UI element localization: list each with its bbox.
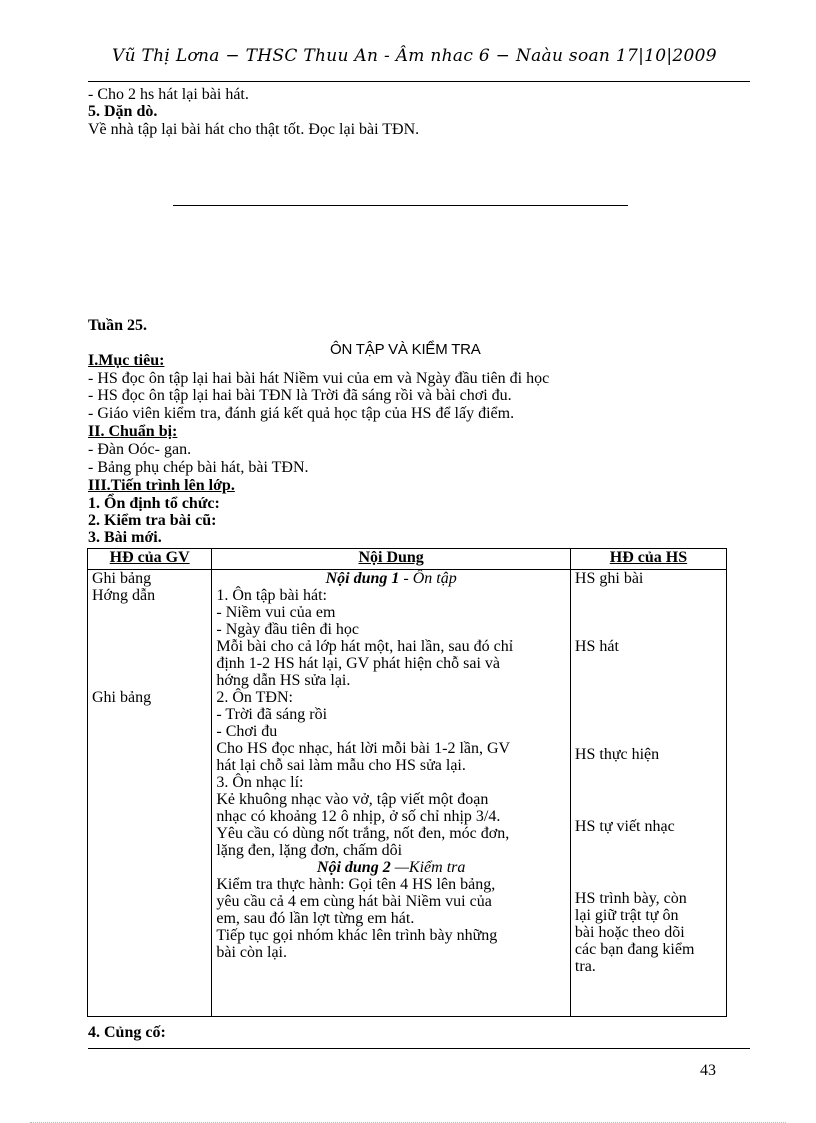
content-cell: [212, 570, 571, 1017]
content-line: Mỗi bài cho cả lớp hát một, hai lần, sau đó chỉ: [216, 638, 514, 655]
header-content: Nội Dung: [212, 549, 571, 570]
content-line: - Niềm vui của em: [216, 604, 336, 621]
gv-cell: [88, 570, 212, 1017]
objective-item: - HS đọc ôn tập lại hai bài hát Niềm vui của em và Ngày đầu tiên đi học: [88, 370, 550, 387]
objectives-heading: I.Mục tiêu:: [88, 352, 165, 369]
content-line: 3. Ôn nhạc lí:: [216, 774, 304, 791]
content-line: Kiểm tra thực hành: Gọi tên 4 HS lên bảng,: [216, 876, 496, 893]
prev-heading-dan-do: 5. Dặn dò.: [88, 103, 158, 120]
section-1-title: [216, 570, 566, 587]
hs-note: HS hát: [574, 638, 619, 655]
prep-item: - Đàn Oóc- gan.: [88, 441, 192, 458]
content-line: 1. Ôn tập bài hát:: [216, 587, 327, 604]
content-line: định 1-2 HS hát lại, GV phát hiện chỗ sai và: [216, 655, 501, 672]
gv-note: Ghi bảng: [92, 570, 152, 587]
hs-cell: [570, 570, 726, 1017]
header-gv: HĐ của GV: [88, 549, 212, 570]
footer-divider: [88, 1048, 750, 1049]
content-line: - Chơi đu: [216, 723, 278, 740]
content-line: yêu cầu cả 4 em cùng hát bài Niềm vui của: [216, 893, 492, 910]
hs-note: HS trình bày, còn: [574, 890, 687, 907]
content-line: - Trời đã sáng rồi: [216, 706, 328, 723]
content-line: Kẻ khuông nhạc vào vở, tập viết một đoạn: [216, 791, 489, 808]
content-line: hớng dẫn HS sửa lại.: [216, 672, 351, 689]
prev-line-1: - Cho 2 hs hát lại bài hát.: [88, 86, 249, 103]
content-line: lặng đen, lặng đơn, chấm dôi: [216, 842, 403, 859]
header-hs: HĐ của HS: [570, 549, 726, 570]
content-line: nhạc có khoảng 12 ô nhịp, ở số chỉ nhịp 3/4.: [216, 808, 501, 825]
table-row: [88, 570, 727, 1017]
content-line: Yêu cầu có dùng nốt trắng, nốt đen, móc đơn,: [216, 825, 510, 842]
process-step: 1. Ổn định tổ chức:: [88, 495, 220, 512]
objective-item: - Giáo viên kiểm tra, đánh giá kết quả học tập của HS để lấy điểm.: [88, 405, 515, 422]
hs-note: các bạn đang kiểm: [574, 941, 695, 958]
process-heading: III.Tiến trình lên lớp.: [88, 477, 235, 494]
section-2-title-text: Nội dung 2: [316, 859, 391, 876]
header-divider: [88, 81, 750, 82]
hs-note: bài hoặc theo dõi: [574, 924, 685, 941]
lesson-title: ÔN TẬP VÀ KIỂM TRA: [330, 341, 481, 358]
prev-line-3: Về nhà tập lại bài hát cho thật tốt. Đọc lại bài TĐN.: [88, 121, 420, 138]
section-2-subtitle: —Kiểm tra: [390, 859, 466, 876]
page-number: 43: [700, 1062, 716, 1079]
prep-heading: II. Chuẩn bị:: [88, 423, 178, 440]
process-step: 3. Bài mới.: [88, 529, 162, 546]
objective-item: - HS đọc ôn tập lại hai bài TĐN là Trời đã sáng rồi và bài chơi đu.: [88, 387, 512, 404]
hs-note: HS ghi bài: [574, 570, 644, 587]
lesson-table: [87, 548, 727, 1017]
gv-note: Ghi bảng: [92, 689, 152, 706]
content-line: 2. Ôn TĐN:: [216, 689, 293, 706]
page-header: Vũ Thị Lơna − THSC Thuu An - Âm nhac 6 − Naàu soan 17|10|2009: [112, 46, 717, 66]
gv-note: Hớng dẫn: [92, 587, 156, 604]
table-header-row: [88, 549, 727, 570]
week-label: Tuần 25.: [88, 317, 147, 334]
process-step: 2. Kiểm tra bài cũ:: [88, 512, 217, 529]
content-line: - Ngày đầu tiên đi học: [216, 621, 359, 638]
content-line: Cho HS đọc nhạc, hát lời mỗi bài 1-2 lần, GV: [216, 740, 511, 757]
content-line: Tiếp tục gọi nhóm khác lên trình bày những: [216, 927, 498, 944]
hs-note: tra.: [574, 958, 596, 975]
section-1-title-text: Nội dung 1: [325, 570, 400, 587]
section-divider: [173, 205, 628, 206]
hs-note: HS tự viết nhạc: [574, 818, 675, 835]
consolidation-heading: 4. Củng cố:: [88, 1024, 166, 1041]
content-line: bài còn lại.: [216, 944, 287, 961]
hs-note: HS thực hiện: [574, 746, 660, 763]
hs-note: lại giữ trật tự ôn: [574, 907, 679, 924]
content-line: em, sau đó lần lợt từng em hát.: [216, 910, 415, 927]
prep-item: - Bảng phụ chép bài hát, bài TĐN.: [88, 459, 309, 476]
section-1-subtitle: - Ôn tập: [399, 570, 457, 587]
content-line: hát lại chỗ sai làm mẫu cho HS sửa lại.: [216, 757, 466, 774]
section-2-title: [216, 859, 566, 876]
